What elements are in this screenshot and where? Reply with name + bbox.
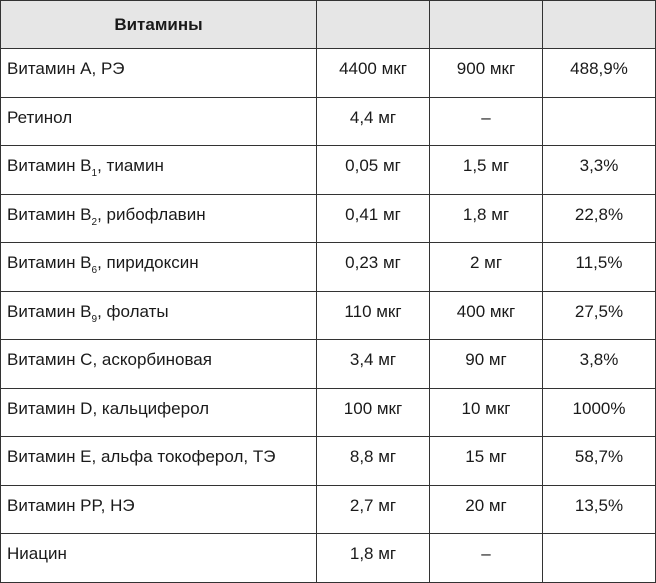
percent-cell: 11,5% bbox=[543, 243, 656, 292]
vitamin-name-rest: , пиридоксин bbox=[97, 253, 199, 272]
vitamin-name-cell bbox=[1, 534, 317, 583]
amount-cell: 0,05 мг bbox=[317, 146, 430, 195]
vitamin-name: Ретинол bbox=[7, 107, 73, 127]
vitamin-name-cell bbox=[1, 194, 317, 243]
vitamin-name-cell bbox=[1, 243, 317, 292]
norm-cell: 2 мг bbox=[430, 243, 543, 292]
vitamin-name: Витамин B bbox=[7, 156, 92, 175]
vitamin-name: Витамин C, аскорбиновая bbox=[7, 350, 212, 369]
amount-cell: 0,23 мг bbox=[317, 243, 430, 292]
percent-cell: 488,9% bbox=[543, 49, 656, 98]
vitamin-name-cell bbox=[1, 437, 317, 486]
vitamin-name: Витамин B bbox=[7, 253, 92, 272]
norm-cell: 20 мг bbox=[430, 485, 543, 534]
vitamin-name: Витамин E, альфа токоферол, ТЭ bbox=[7, 447, 276, 466]
percent-cell: 22,8% bbox=[543, 194, 656, 243]
vitamin-name: Витамин B bbox=[7, 204, 92, 224]
table-row bbox=[1, 49, 656, 98]
norm-cell: 400 мкг bbox=[430, 291, 543, 340]
vitamin-name: Ниацин bbox=[7, 544, 67, 563]
vitamin-name: Витамин D, кальциферол bbox=[7, 398, 210, 418]
table-row bbox=[1, 485, 656, 534]
table-row bbox=[1, 437, 656, 486]
table-row bbox=[1, 194, 656, 243]
percent-cell bbox=[543, 534, 656, 583]
norm-cell: 10 мкг bbox=[430, 388, 543, 437]
vitamin-name-cell bbox=[1, 49, 317, 98]
vitamin-name-rest: , рибофлавин bbox=[97, 204, 206, 224]
vitamin-name-cell bbox=[1, 97, 317, 146]
amount-cell: 0,41 мг bbox=[317, 194, 430, 243]
table-row bbox=[1, 146, 656, 195]
amount-cell: 4,4 мг bbox=[317, 97, 430, 146]
vitamin-name: Витамин A, РЭ bbox=[7, 59, 125, 78]
vitamin-name-cell bbox=[1, 146, 317, 195]
vitamin-name-cell bbox=[1, 485, 317, 534]
table-header bbox=[1, 1, 656, 49]
norm-cell: 900 мкг bbox=[430, 49, 543, 98]
amount-cell: 110 мкг bbox=[317, 291, 430, 340]
header-row bbox=[1, 1, 656, 49]
vitamin-name-rest: , фолаты bbox=[97, 301, 169, 321]
table-row bbox=[1, 388, 656, 437]
amount-cell: 2,7 мг bbox=[317, 485, 430, 534]
norm-cell: – bbox=[430, 97, 543, 146]
amount-cell: 8,8 мг bbox=[317, 437, 430, 486]
header-cell-vitamins: Витамины bbox=[1, 1, 317, 49]
vitamin-name: Витамин PP, НЭ bbox=[7, 495, 135, 515]
percent-cell: 13,5% bbox=[543, 485, 656, 534]
vitamin-name-rest: , тиамин bbox=[97, 156, 164, 175]
percent-cell: 3,3% bbox=[543, 146, 656, 195]
percent-cell: 3,8% bbox=[543, 340, 656, 389]
table-row bbox=[1, 340, 656, 389]
vitamin-name: Витамин B bbox=[7, 301, 92, 321]
table-body bbox=[1, 49, 656, 583]
percent-cell: 58,7% bbox=[543, 437, 656, 486]
amount-cell: 1,8 мг bbox=[317, 534, 430, 583]
header-cell-4 bbox=[543, 1, 656, 49]
percent-cell: 27,5% bbox=[543, 291, 656, 340]
norm-cell: 15 мг bbox=[430, 437, 543, 486]
percent-cell bbox=[543, 97, 656, 146]
vitamin-name-cell bbox=[1, 388, 317, 437]
vitamin-subscript: 1 bbox=[91, 168, 98, 179]
header-cell-3 bbox=[430, 1, 543, 49]
norm-cell: 1,8 мг bbox=[430, 194, 543, 243]
norm-cell: – bbox=[430, 534, 543, 583]
norm-cell: 90 мг bbox=[430, 340, 543, 389]
vitamin-subscript: 2 bbox=[91, 216, 98, 228]
table-row bbox=[1, 97, 656, 146]
amount-cell: 4400 мкг bbox=[317, 49, 430, 98]
vitamin-subscript: 9 bbox=[91, 313, 98, 325]
vitamin-name-cell bbox=[1, 340, 317, 389]
table-row bbox=[1, 534, 656, 583]
amount-cell: 3,4 мг bbox=[317, 340, 430, 389]
vitamin-subscript: 6 bbox=[91, 265, 98, 276]
norm-cell: 1,5 мг bbox=[430, 146, 543, 195]
percent-cell: 1000% bbox=[543, 388, 656, 437]
header-cell-2 bbox=[317, 1, 430, 49]
table-row bbox=[1, 291, 656, 340]
amount-cell: 100 мкг bbox=[317, 388, 430, 437]
vitamin-name-cell bbox=[1, 291, 317, 340]
table-row bbox=[1, 243, 656, 292]
